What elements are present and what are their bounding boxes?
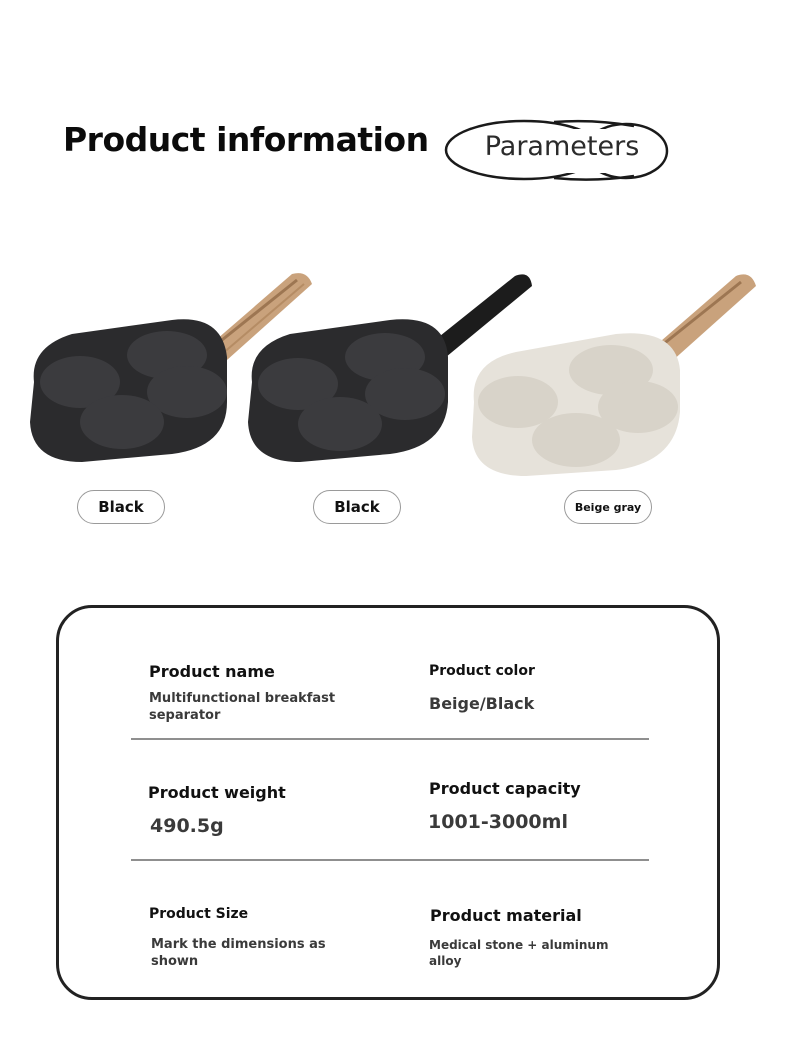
product-material-value-line: Medical stone + aluminum [429,938,609,952]
page-title: Product information [63,120,429,159]
color-option-label: Beige gray [574,500,642,514]
product-size-value-line: shown [151,954,199,969]
product-weight-label: Product weight [148,783,286,802]
pan-body [472,333,680,476]
product-capacity-label: Product capacity [429,779,581,798]
product-color-value: Beige/Black [429,694,535,713]
color-option-label: Black [98,498,144,516]
product-material-value-line: alloy [429,954,462,968]
product-color-label: Product color [429,663,535,679]
product-size-value [151,936,326,970]
pan-body [248,319,448,462]
product-name-label: Product name [149,662,275,681]
color-option-black-1[interactable] [77,490,165,524]
product-size-value-line: Mark the dimensions as [151,937,326,952]
product-image-beige-wood-handle [466,262,726,492]
product-name-value-line: Multifunctional breakfast [149,691,336,706]
color-option-black-2[interactable] [313,490,401,524]
spec-divider [131,738,649,740]
product-name-value [149,690,335,724]
product-image-black-black-handle [240,262,500,492]
product-capacity-value: 1001-3000ml [428,811,568,833]
product-name-value-line: separator [149,708,221,723]
spec-divider [131,859,649,861]
parameters-label: Parameters [484,131,640,162]
product-size-label: Product Size [149,906,249,922]
product-material-value [429,937,608,969]
pan-body [30,319,227,462]
product-material-label: Product material [430,906,582,925]
color-option-label: Black [334,498,380,516]
color-option-beige-gray[interactable] [564,490,652,524]
product-weight-value: 490.5g [150,815,224,837]
parameters-badge [444,119,668,183]
